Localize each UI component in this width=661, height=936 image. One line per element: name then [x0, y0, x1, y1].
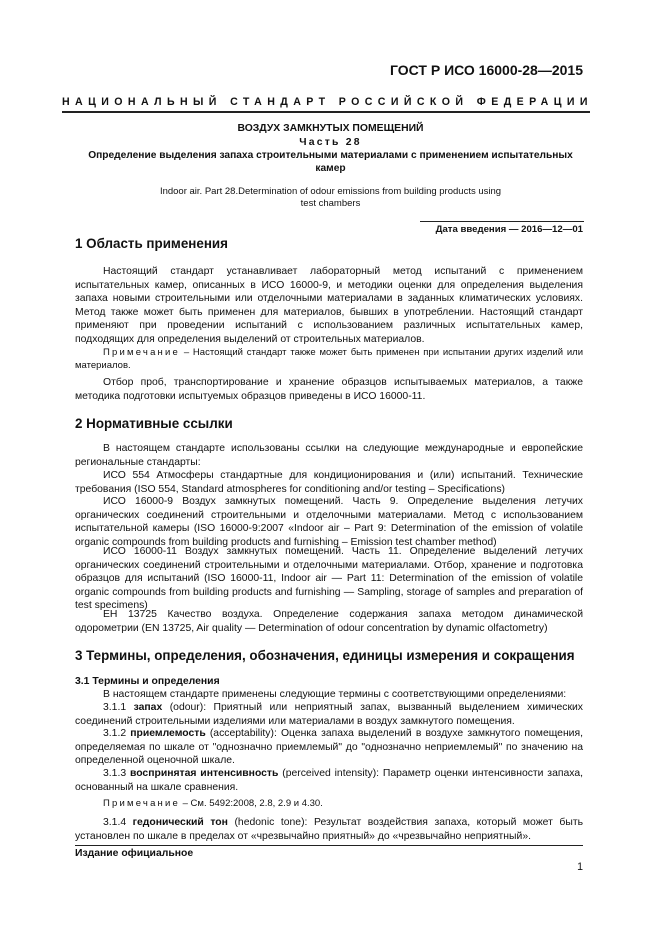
term-text: (acceptability): Оценка запаха выделений в воздухе замкнутого помещения, определяемая по шкале от "однозначно приемлемый" до "однозначно неприемлемый" по значению на определенной оценочной шкале. [75, 728, 583, 766]
term-number: 3.1.2 [103, 728, 131, 739]
term-text: (perceived intensity): Параметр оценки интенсивности запаха, основанный на шкале сравнения. [75, 768, 584, 793]
term-definition [75, 767, 583, 794]
title-part: Часть 28 [299, 137, 362, 148]
term-name: воспринятая интенсивность [129, 768, 279, 779]
term-name: приемлемость [130, 728, 206, 739]
reference-item: ИСО 16000-11 Воздух замкнутых помещений. Часть 11. Определение выделений летучих органических соединений строительными и отделочными материалами. Отбор, хранение и подготовка образцов для испытаний (ISO 16000-11, Indoor air — Part 11: Determination of the emission of volatile organic compounds from building products and furnishing — Sampling, storage of samples and preparation of test specimens) [75, 546, 583, 611]
edition-label: Издание официальное [75, 848, 194, 859]
note-label: Примечание [103, 798, 180, 809]
term-number: 3.1.4 [103, 817, 133, 828]
section1-note [75, 346, 583, 372]
term-definition [75, 727, 583, 768]
note-text: – Настоящий стандарт также может быть применен при испытании других изделий или материалов. [75, 347, 583, 371]
term-definition [75, 816, 583, 843]
term-number: 3.1.1 [103, 702, 134, 713]
section1-paragraph2: Отбор проб, транспортирование и хранение образцов испытываемых материалов, а также методика подготовки испытуемых образцов приведены в ИСО 16000-11. [75, 377, 583, 402]
term-name: гедонический тон [132, 817, 228, 828]
page-number: 1 [577, 861, 583, 873]
doc-number: ГОСТ Р ИСО 16000-28—2015 [390, 62, 583, 78]
section3-intro: В настоящем стандарте применены следующие термины с соответствующими определениями: [103, 689, 567, 700]
footer-divider [75, 845, 583, 846]
term-number: 3.1.3 [103, 768, 130, 779]
term-text: (hedonic tone): Результат воздействия запаха, который может быть установлен по шкале в пределах от «чрезвычайно приятный» до «чрезвычайно неприятный». [75, 817, 583, 842]
section2-heading: 2 Нормативные ссылки [75, 416, 233, 431]
intro-date: Дата введения — 2016—12—01 [435, 224, 583, 235]
title-en-line1: Indoor air. Part 28.Determination of odour emissions from building products using [159, 186, 502, 197]
title-line3: Определение выделения запаха строительными материалами с применением испытательных [88, 150, 573, 161]
section3-subheading: 3.1 Термины и определения [75, 676, 220, 687]
note-label: Примечание [103, 347, 180, 358]
section1-heading: 1 Область применения [75, 236, 228, 251]
section1-paragraph1: Настоящий стандарт устанавливает лабораторный метод испытаний с применением испытательных камер, описанных в ИСО 16000-9, и методики оценки для определения выделения запаха новыми строительными или отделочными материалами в заданных климатических условиях. Метод также может быть применен для материалов, бывших в употреблении. Настоящий стандарт применяют при проведении испытаний с использованием различных испытательных камер, подходящих для определения выделений от строительных материалов. [75, 266, 583, 345]
section3-note [75, 797, 583, 811]
date-rule [420, 221, 584, 222]
section2-intro: В настоящем стандарте использованы ссылки на следующие международные и европейские региональные стандарты: [75, 443, 583, 468]
reference-item: ИСО 16000-9 Воздух замкнутых помещений. Часть 9. Определение выделения летучих органических соединений строительными и отделочными материалами. Метод с использованием испытательной камеры (ISO 16000-9:2007 «Indoor air – Part 9: Determination of the emission of volatile organic compounds from building products and furnishing – Emission test chamber method) [75, 496, 583, 548]
term-name: запах [133, 702, 163, 713]
title-line1: ВОЗДУХ ЗАМКНУТЫХ ПОМЕЩЕНИЙ [237, 123, 424, 134]
title-en-line2: test chambers [300, 198, 361, 209]
reference-item: ЕН 13725 Качество воздуха. Определение содержания запаха методом динамической одорометрии (EN 13725, Air quality — Determination of odour concentration by dynamic olfactometry) [75, 609, 583, 634]
term-definition [75, 701, 583, 728]
section3-heading: 3 Термины, определения, обозначения, единицы измерения и сокращения [75, 648, 575, 663]
note-text: – См. 5492:2008, 2.8, 2.9 и 4.30. [180, 798, 323, 809]
banner-divider [62, 111, 590, 113]
title-line4: камер [315, 163, 346, 174]
reference-item: ИСО 554 Атмосферы стандартные для кондиционирования и (или) испытаний. Технические требования (ISO 554, Standard atmospheres for conditioning and/or testing – Specifications) [75, 470, 583, 495]
term-text: (odour): Приятный или неприятный запах, вызванный выделением химических соединений строительными изделиями или материалами в воздух замкнутого помещения. [75, 702, 584, 727]
standard-banner: НАЦИОНАЛЬНЫЙ СТАНДАРТ РОССИЙСКОЙ ФЕДЕРАЦИИ [62, 96, 593, 108]
